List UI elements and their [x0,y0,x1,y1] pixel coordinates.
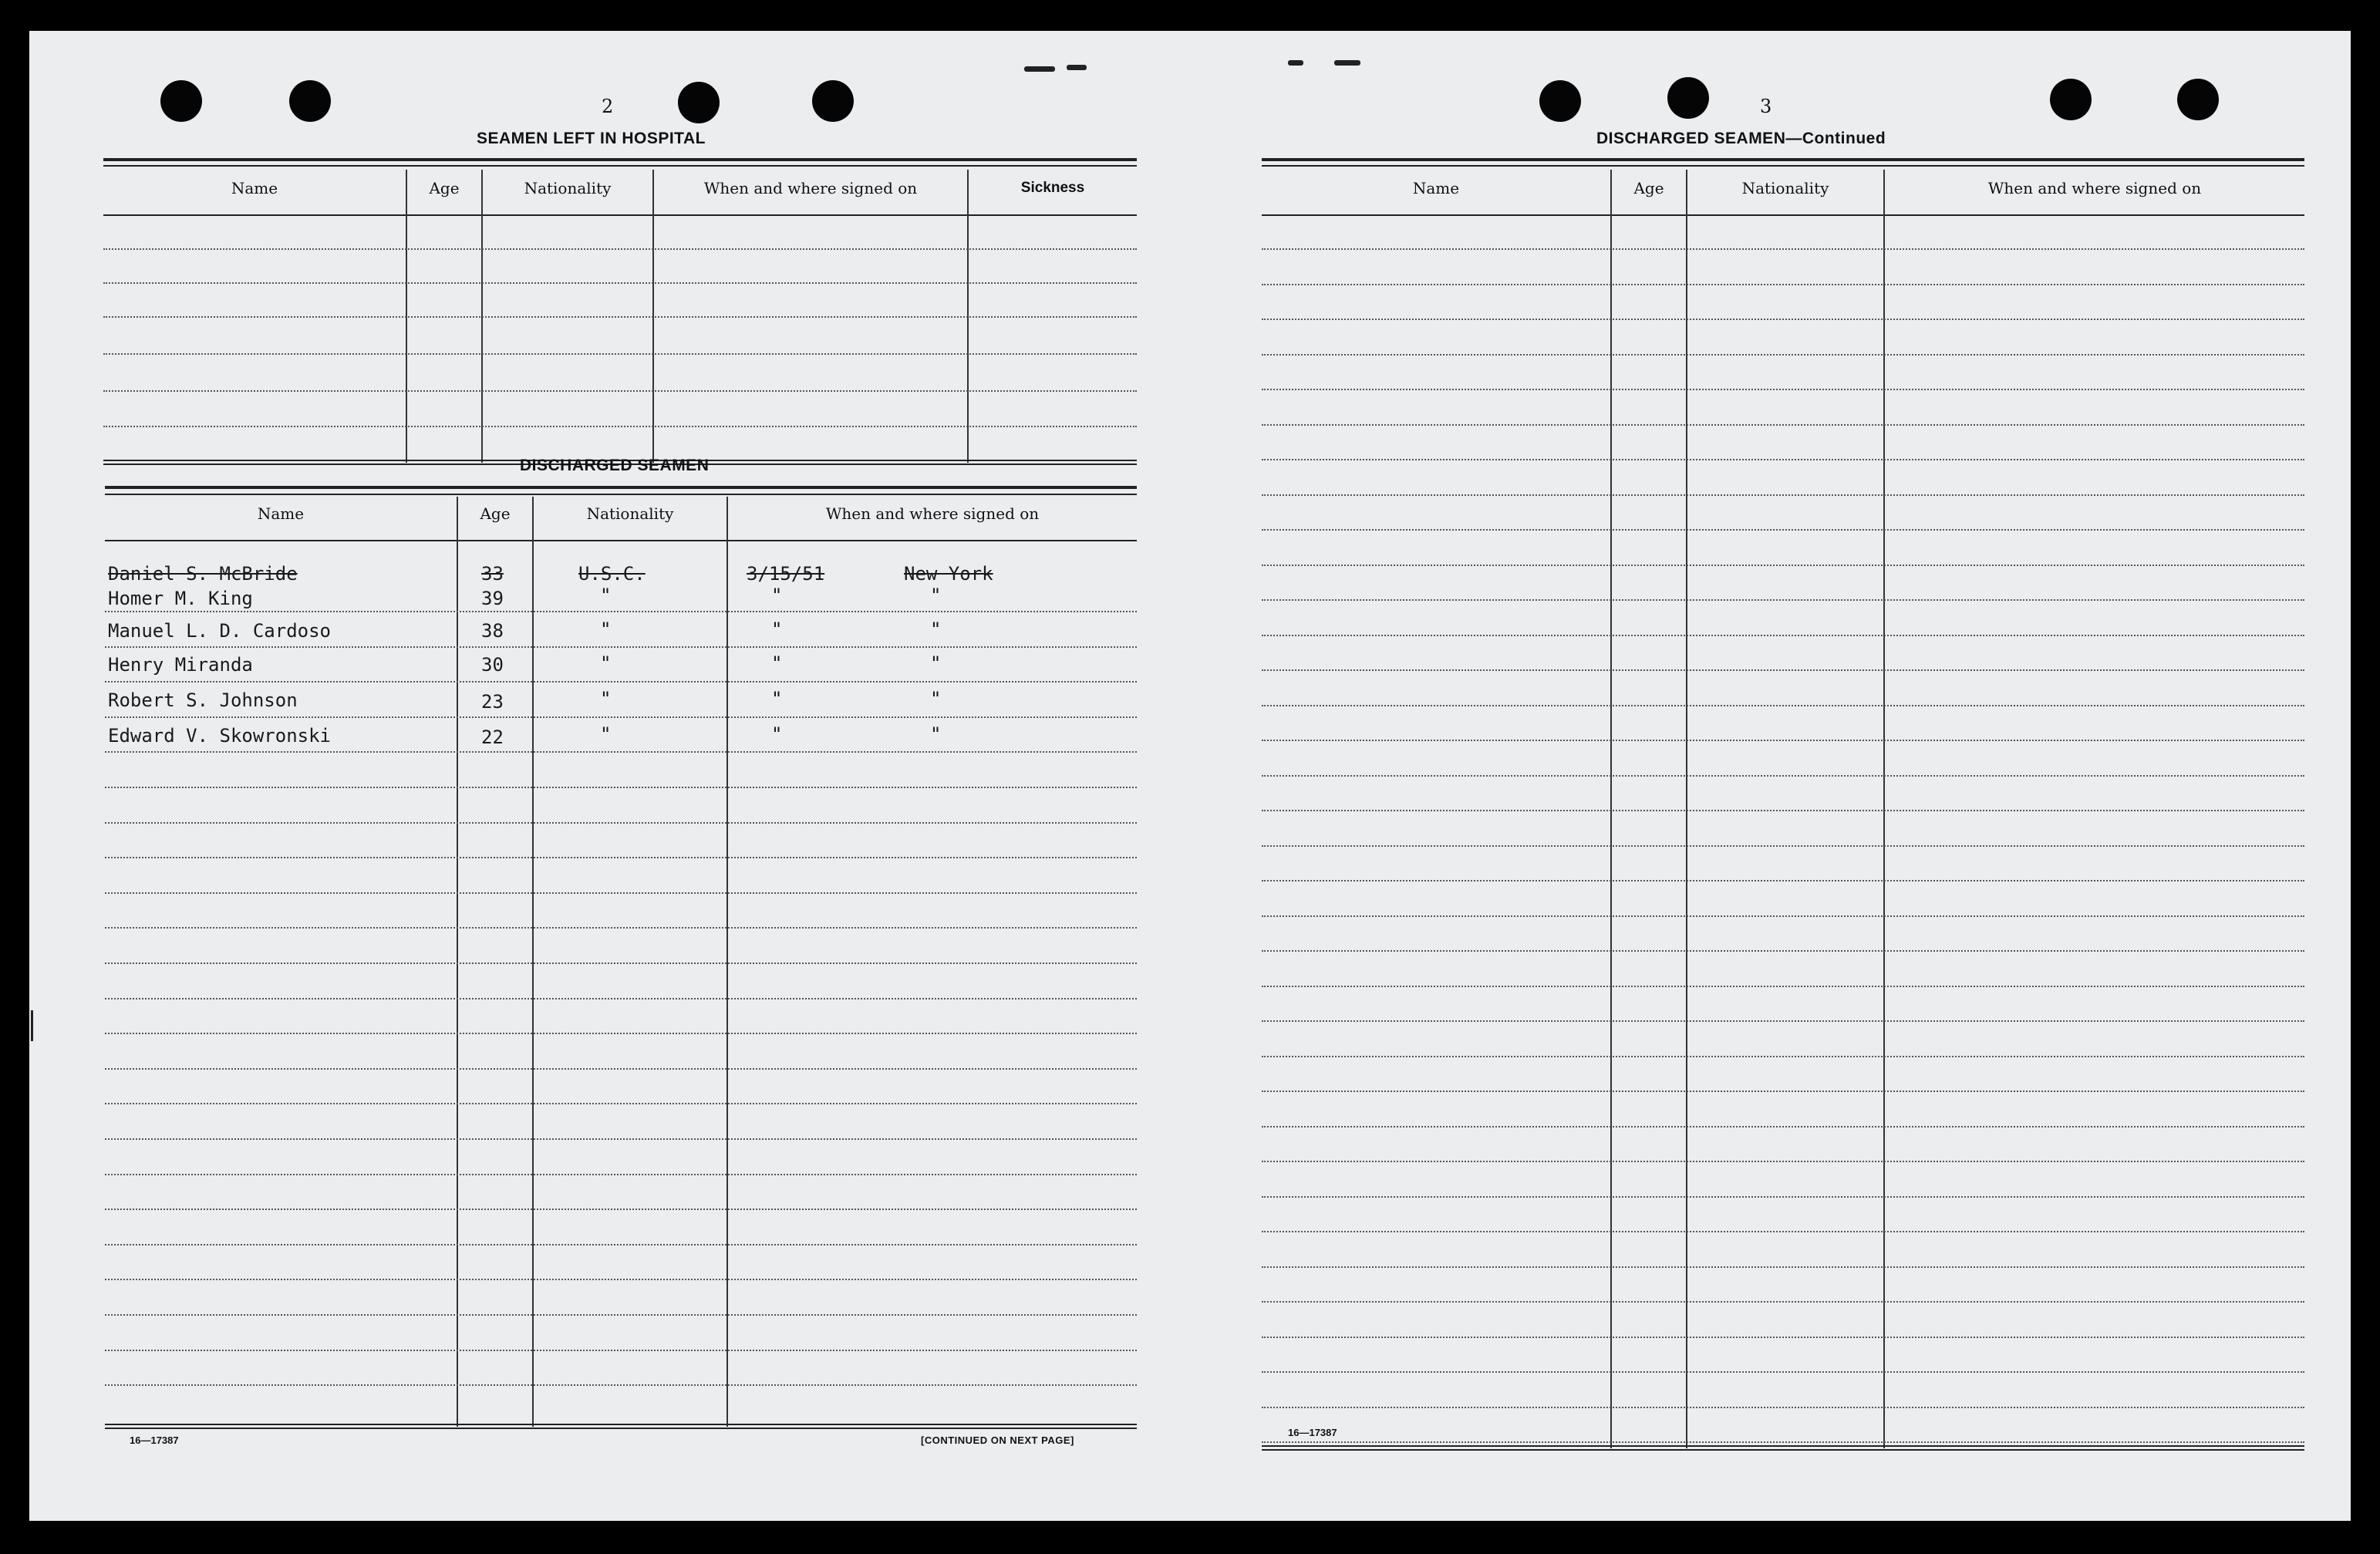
signed-on-date: " [771,723,783,745]
seaman-age: 22 [481,726,504,748]
row-line [105,892,1137,894]
row-line [105,962,1137,964]
ink-smudge [1067,65,1087,70]
signed-on-date: " [771,585,783,606]
seaman-name: Robert S. Johnson [108,689,298,711]
row-line [105,681,1137,683]
seaman-name: Henry Miranda [108,654,253,676]
column-divider [1610,170,1612,1448]
signed-on-place: " [930,688,942,710]
row-line [103,282,1137,284]
row-line [1262,810,2304,811]
row-line [103,426,1137,427]
row-line [1262,354,2304,356]
page-number: 2 [602,96,614,117]
hospital-section-title: SEAMEN LEFT IN HOSPITAL [477,130,706,147]
row-line [105,998,1137,999]
row-line [1262,494,2304,496]
form-number: 16—17387 [130,1434,179,1446]
row-line [1262,1407,2304,1408]
row-line [105,1103,1137,1104]
punch-hole [2050,79,2092,120]
table-top-rule [1262,158,2304,161]
continued-note: [CONTINUED ON NEXT PAGE] [921,1434,1074,1446]
column-header-nationality: Nationality [1741,179,1829,197]
row-line [105,1244,1137,1246]
column-divider [532,497,534,1427]
column-header-age: Age [429,179,460,197]
column-header-name: Name [231,179,278,197]
row-line [1262,1056,2304,1057]
row-line [1262,1266,2304,1268]
form-number: 16—17387 [1288,1427,1337,1438]
table-top-rule [105,494,1137,495]
column-header-name: Name [257,504,305,523]
column-divider [726,497,728,1427]
signed-on-place: " [930,619,942,640]
signed-on-place: " [930,585,942,606]
signed-on-place: " [930,652,942,674]
row-line [1262,1371,2304,1373]
header-rule [103,214,1137,216]
column-header-when-where: When and where signed on [1987,179,2202,197]
punch-hole [812,80,854,122]
row-line [1262,248,2304,250]
row-line [105,751,1137,753]
edge-mark [31,1010,33,1041]
row-line [103,316,1137,318]
ink-smudge [1288,60,1303,66]
seaman-nationality: " [600,585,612,606]
discharged-continued-title [1596,130,1886,148]
column-header-nationality: Nationality [586,504,674,523]
row-line [105,1208,1137,1210]
column-header-age: Age [1633,179,1664,197]
page-number: 3 [1760,96,1772,117]
table-top-rule [103,165,1137,167]
table-top-rule [1262,165,2304,167]
title-main: DISCHARGED SEAMEN [1596,130,1786,147]
header-rule [105,540,1137,541]
row-line [105,1174,1137,1175]
row-line [1262,845,2304,847]
row-line [105,1033,1137,1034]
signed-on-date: " [771,619,783,640]
seaman-nationality: U.S.C. [578,563,646,585]
table-top-rule [103,158,1137,161]
discharged-section-title: DISCHARGED SEAMEN [520,457,710,474]
row-line [105,716,1137,718]
row-line [105,787,1137,788]
punch-hole [1667,77,1709,119]
row-line [1262,775,2304,777]
row-line [1262,1301,2304,1303]
row-line [1262,1126,2304,1128]
signed-on-date: 3/15/51 [747,563,825,585]
row-line [105,1350,1137,1351]
row-line [1262,424,2304,426]
ink-smudge [1024,66,1055,72]
seaman-age: 33 [481,563,504,585]
seaman-age: 39 [481,588,504,609]
row-line [105,927,1137,929]
seaman-nationality: " [600,619,612,640]
seaman-name: Edward V. Skowronski [108,725,331,747]
row-line [1262,389,2304,390]
title-suffix: —Continued [1785,130,1886,147]
punch-hole [2177,79,2219,120]
column-header-when-where: When and where signed on [825,504,1040,523]
ink-smudge [1334,60,1360,66]
punch-hole [160,80,202,122]
table-bottom-rule [105,1424,1137,1429]
row-line [105,1279,1137,1280]
signed-on-place: New York [904,563,993,585]
row-line [1262,740,2304,741]
column-header-when-where: When and where signed on [703,179,918,197]
row-line [1262,529,2304,531]
row-line [1262,284,2304,285]
row-line [105,611,1137,612]
seaman-name: Daniel S. McBride [108,563,298,585]
header-rule [1262,214,2304,216]
row-line [1262,635,2304,636]
row-line [1262,915,2304,917]
seaman-name: Manuel L. D. Cardoso [108,620,331,642]
row-line [105,1068,1137,1070]
column-header-nationality: Nationality [524,179,612,197]
punch-hole [289,80,331,122]
seaman-age: 38 [481,620,504,642]
column-divider [1883,170,1885,1448]
row-line [103,248,1137,250]
seaman-name: Homer M. King [108,588,253,609]
column-divider [457,497,458,1427]
row-line [1262,1196,2304,1198]
punch-hole [1539,80,1581,122]
seaman-age: 30 [481,654,504,676]
row-line [1262,986,2304,987]
row-line [1262,1090,2304,1092]
table-bottom-rule [1262,1445,2304,1451]
row-line [1262,669,2304,671]
row-line [1262,565,2304,566]
row-line [105,822,1137,824]
seaman-age: 23 [481,691,504,713]
column-divider [1686,170,1687,1448]
row-line [1262,880,2304,881]
row-line [1262,319,2304,320]
signed-on-date: " [771,688,783,710]
punch-hole [678,82,720,123]
row-line [105,1314,1137,1316]
row-line [1262,1161,2304,1162]
table-top-rule [105,486,1137,489]
document-sheet [29,31,2351,1521]
row-line [105,646,1137,648]
column-header-age: Age [480,504,511,523]
row-line [103,353,1137,355]
column-header-sickness: Sickness [1020,180,1085,196]
signed-on-date: " [771,652,783,674]
row-line [105,857,1137,858]
column-header-name: Name [1412,179,1460,197]
row-line [105,1384,1137,1386]
signed-on-place: " [930,723,942,745]
row-line [1262,1231,2304,1232]
row-line [1262,599,2304,601]
seaman-nationality: " [600,723,612,745]
seaman-nationality: " [600,652,612,674]
row-line [1262,459,2304,460]
row-line [105,1138,1137,1140]
row-line [1262,705,2304,706]
seaman-nationality: " [600,688,612,710]
row-line [1262,1441,2304,1443]
row-line [1262,950,2304,952]
row-line [1262,1020,2304,1022]
row-line [1262,1337,2304,1338]
row-line [103,390,1137,392]
